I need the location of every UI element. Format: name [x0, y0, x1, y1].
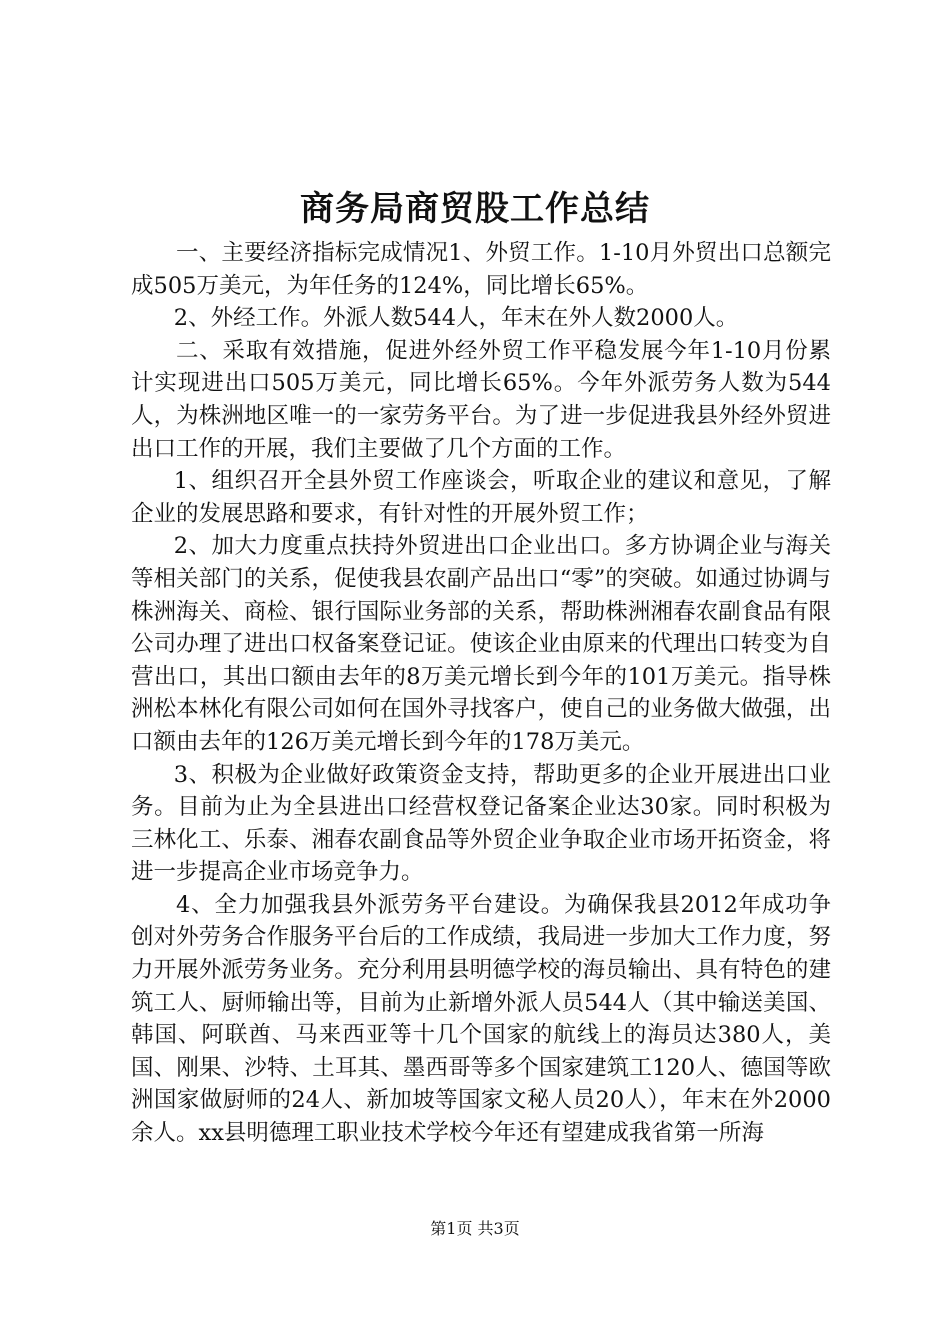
paragraph-item-2: 2、加大力度重点扶持外贸进出口企业出口。多方协调企业与海关等相关部门的关系，促使我县农副产品出口“零”的突破。如通过协调与株洲海关、商检、银行国际业务部的关系，帮助株洲湘春农副食品有限公司办理了进出口权备案登记证。使该企业由原来的代理出口转变为自营出口，其出口额由去年的8万美元增长到今年的101万美元。指导株洲松本林化有限公司如何在国外寻找客户，使自己的业务做大做强，出口额由去年的126万美元增长到今年的178万美元。: [131, 533, 831, 755]
paragraph-measures: 二、采取有效措施，促进外经外贸工作平稳发展今年1-10月份累计实现进出口505万美元，同比增长65%。今年外派劳务人数为544人，为株洲地区唯一的一家劳务平台。为了进一步促进我县外经外贸进出口工作的开展，我们主要做了几个方面的工作。: [131, 337, 831, 462]
document-title: 商务局商贸股工作总结: [300, 189, 650, 229]
paragraph-item-1: 1、组织召开全县外贸工作座谈会，听取企业的建议和意见，了解企业的发展思路和要求，有针对性的开展外贸工作；: [131, 468, 831, 527]
paragraph-foreign-economy: 2、外经工作。外派人数544人，年末在外人数2000人。: [173, 305, 739, 332]
paragraph-item-3: 3、积极为企业做好政策资金支持，帮助更多的企业开展进出口业务。目前为止为全县进出口经营权登记备案企业达30家。同时积极为三林化工、乐泰、湘春农副食品等外贸企业争取企业市场开拓资金，将进一步提高企业市场竞争力。: [131, 761, 831, 886]
paragraph-main-indicators: 一、主要经济指标完成情况1、外贸工作。1-10月外贸出口总额完成505万美元，为年任务的124%，同比增长65%。: [131, 240, 831, 299]
document-body: [131, 237, 831, 1150]
page-number-footer: 第1页 共3页: [430, 1219, 520, 1238]
paragraph-item-4: 4、全力加强我县外派劳务平台建设。为确保我县2012年成功争创对外劳务合作服务平台后的工作成绩，我局进一步加大工作力度，努力开展外派劳务业务。充分利用县明德学校的海员输出、具有特色的建筑工人、厨师输出等，目前为止新增外派人员544人（其中输送美国、韩国、阿联酋、马来西亚等十几个国家的航线上的海员达380人，美国、刚果、沙特、土耳其、墨西哥等多个国家建筑工120人、德国等欧洲国家做厨师的24人、新加坡等国家文秘人员20人），年末在外2000余人。xx县明德理工职业技术学校今年还有望建成我省第一所海: [131, 891, 831, 1147]
